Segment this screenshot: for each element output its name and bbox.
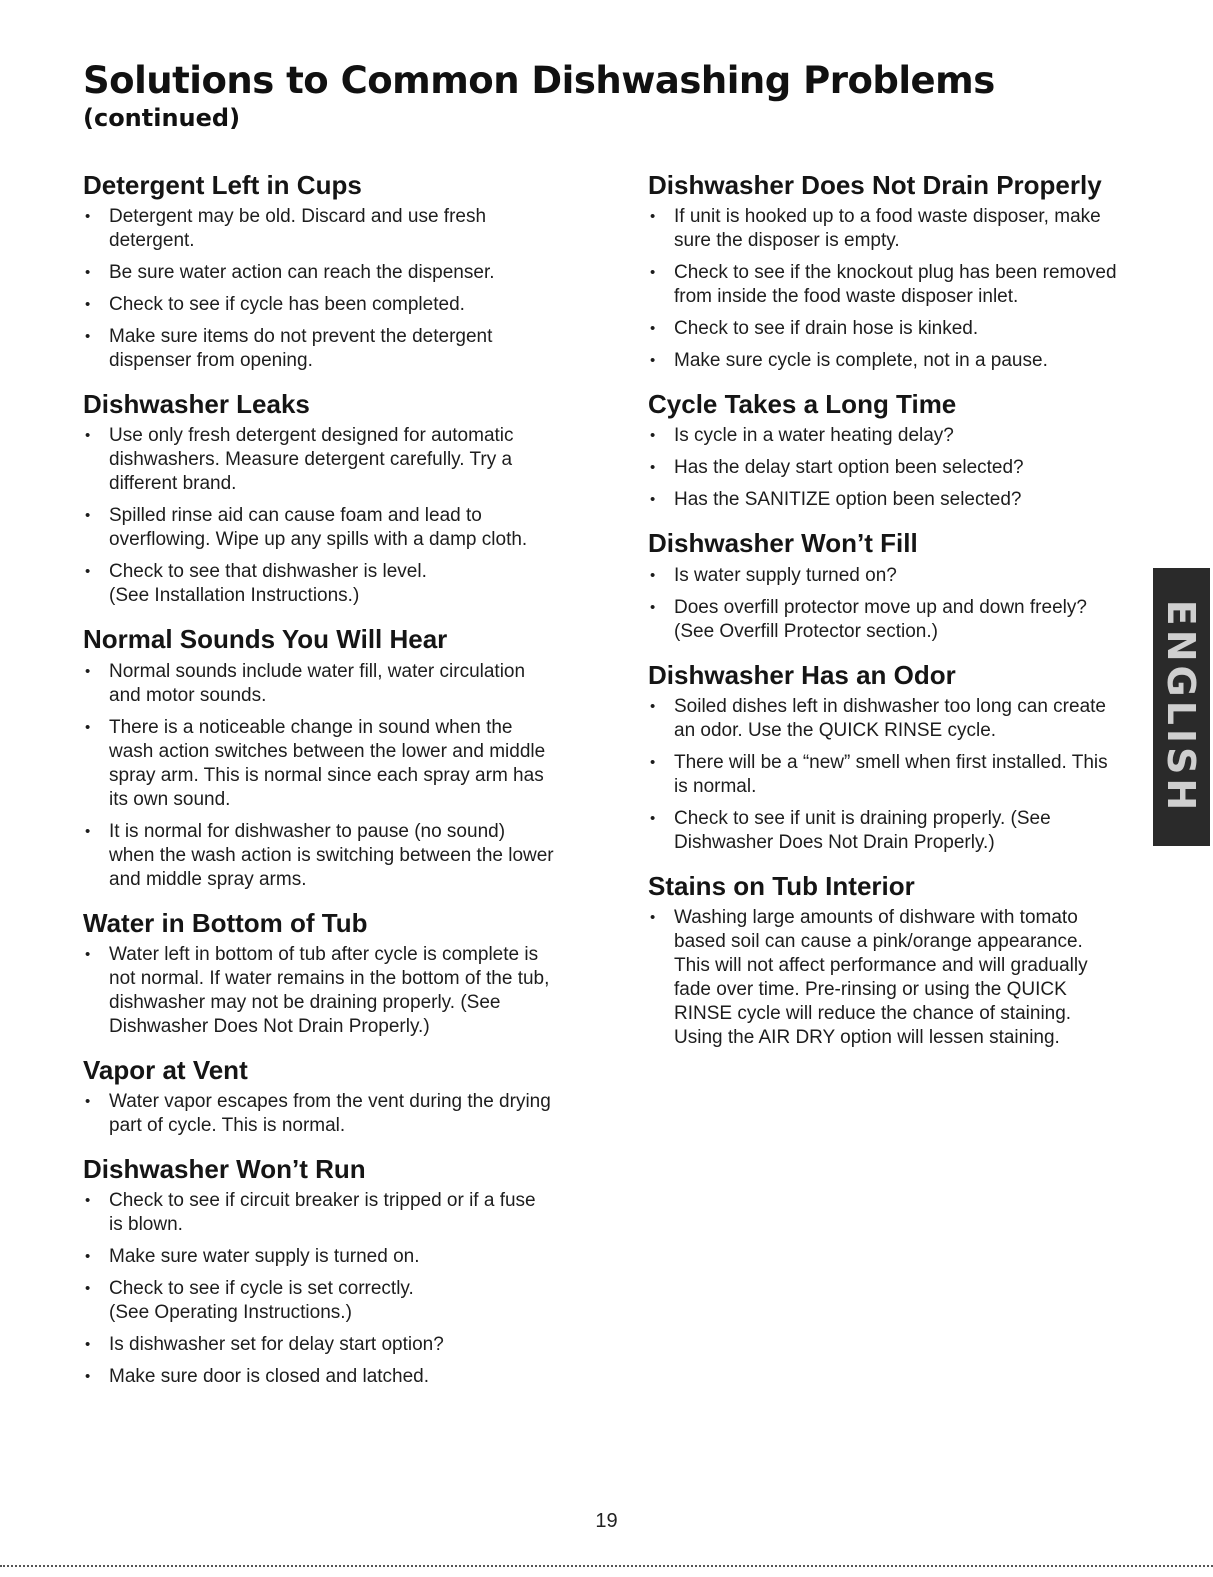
solution-item: [83, 293, 583, 317]
section-heading: Normal Sounds You Will Hear: [83, 624, 448, 655]
problem-section: [83, 389, 583, 608]
solution-item: [648, 488, 1148, 512]
solution-text-line: dispenser from opening.: [109, 350, 313, 372]
solution-text-line: wash action switches between the lower and middle: [109, 740, 546, 762]
solution-text-line: and motor sounds.: [109, 684, 267, 706]
solution-text-line: dishwasher may not be draining properly. (See: [109, 991, 501, 1013]
solution-text-line: • Make sure items do not prevent the detergent: [109, 326, 493, 348]
solution-item: [83, 424, 583, 496]
solution-item: [648, 807, 1148, 855]
solution-text-line: its own sound.: [109, 788, 231, 810]
page-title: Solutions to Common Dishwashing Problems: [83, 59, 995, 102]
solution-text-line: • Check to see if the knockout plug has been removed: [674, 262, 1117, 284]
solution-text-line: • Check to see if cycle has been completed.: [109, 294, 465, 316]
solution-item: [83, 560, 583, 608]
solution-list: [83, 424, 583, 608]
solution-item: [83, 1245, 583, 1269]
solution-text-line: an odor. Use the QUICK RINSE cycle.: [674, 719, 997, 741]
problem-section: [648, 528, 1148, 643]
left-column: [83, 170, 583, 1405]
page-number: 19: [595, 1510, 618, 1532]
solution-list: [83, 205, 583, 373]
solution-item: [83, 205, 583, 253]
solution-text-line: based soil can cause a pink/orange appearance.: [674, 930, 1083, 952]
solution-text-line: • Make sure door is closed and latched.: [109, 1366, 430, 1388]
solution-text-line: • Use only fresh detergent designed for automatic: [109, 425, 514, 447]
solution-text-line: Dishwasher Does Not Drain Properly.): [109, 1015, 430, 1037]
solution-text-line: • Has the SANITIZE option been selected?: [674, 489, 1022, 511]
solution-list: [83, 943, 583, 1039]
solution-text-line: part of cycle. This is normal.: [109, 1114, 346, 1136]
solution-item: [648, 261, 1148, 309]
section-heading: Dishwasher Has an Odor: [648, 659, 956, 690]
section-heading: Detergent Left in Cups: [83, 170, 362, 200]
problem-section: [648, 871, 1148, 1050]
language-tab-label: ENGLISH: [1159, 599, 1204, 815]
solution-list: [83, 660, 583, 892]
solution-text-line: • Check to see if circuit breaker is tripped or if a fuse: [109, 1190, 536, 1212]
solution-item: [648, 317, 1148, 341]
solution-item: [83, 261, 583, 285]
solution-item: [648, 596, 1148, 644]
solution-item: [83, 325, 583, 373]
section-heading: Dishwasher Leaks: [83, 389, 310, 420]
solution-text-line: • Soiled dishes left in dishwasher too long can create: [674, 695, 1106, 717]
solution-item: [648, 906, 1148, 1050]
section-heading: Water in Bottom of Tub: [83, 907, 368, 938]
solution-text-line: • Is water supply turned on?: [674, 564, 897, 586]
solution-text-line: is normal.: [674, 775, 757, 797]
right-column: [648, 170, 1148, 1066]
solution-text-line: detergent.: [109, 230, 195, 252]
solution-list: [648, 564, 1148, 644]
solution-list: [83, 1090, 583, 1138]
solution-item: [648, 205, 1148, 253]
section-heading: Dishwasher Won’t Fill: [648, 528, 918, 559]
solution-item: [648, 564, 1148, 588]
solution-text-line: • Be sure water action can reach the dispenser.: [109, 262, 495, 284]
problem-section: [83, 624, 583, 891]
solution-text-line: • Water left in bottom of tub after cycle is complete is: [109, 943, 539, 965]
solution-text-line: • There is a noticeable change in sound when the: [109, 716, 513, 738]
solution-text-line: • Detergent may be old. Discard and use fresh: [109, 206, 487, 228]
solution-text-line: • There will be a “new” smell when first installed. This: [674, 751, 1108, 773]
solution-item: [648, 695, 1148, 743]
solution-text-line: not normal. If water remains in the bottom of the tub,: [109, 967, 550, 989]
solution-text-line: • Check to see if drain hose is kinked.: [674, 318, 979, 340]
problem-section: [83, 1055, 583, 1138]
section-heading: Dishwasher Does Not Drain Properly: [648, 170, 1102, 200]
solution-text-line: Using the AIR DRY option will lessen staining.: [674, 1026, 1060, 1048]
problem-section: [648, 660, 1148, 855]
solution-text-line: This will not affect performance and will gradually: [674, 954, 1088, 976]
solution-text-line: fade over time. Pre-rinsing or using the QUICK: [674, 978, 1067, 1000]
problem-section: [83, 170, 583, 373]
solution-item: [83, 1090, 583, 1138]
solution-item: [648, 751, 1148, 799]
solution-text-line: and middle spray arms.: [109, 868, 307, 890]
solution-text-line: different brand.: [109, 473, 237, 495]
solution-text-line: • Make sure cycle is complete, not in a pause.: [674, 350, 1048, 372]
problem-section: [83, 1154, 583, 1389]
solution-text-line: • Is cycle in a water heating delay?: [674, 425, 954, 447]
solution-text-line: when the wash action is switching between the lower: [109, 844, 554, 866]
solution-item: [83, 1277, 583, 1325]
solution-text-line: (See Operating Instructions.): [109, 1302, 352, 1324]
solution-item: [83, 1333, 583, 1357]
solution-text-line: Dishwasher Does Not Drain Properly.): [674, 831, 995, 853]
solution-item: [83, 504, 583, 552]
solution-text-line: • Washing large amounts of dishware with tomato: [674, 906, 1078, 928]
solution-text-line: • Does overfill protector move up and down freely?: [674, 596, 1087, 618]
solution-item: [648, 424, 1148, 448]
solution-item: [648, 456, 1148, 480]
section-heading: Stains on Tub Interior: [648, 870, 915, 901]
solution-text-line: • Is dishwasher set for delay start option?: [109, 1334, 444, 1356]
solution-text-line: sure the disposer is empty.: [674, 230, 900, 252]
solution-item: [83, 943, 583, 1039]
solution-text-line: • Spilled rinse aid can cause foam and lead to: [109, 505, 482, 527]
solution-item: [83, 716, 583, 812]
solution-text-line: overflowing. Wipe up any spills with a damp cloth.: [109, 529, 528, 551]
solution-item: [83, 1365, 583, 1389]
solution-list: [83, 1189, 583, 1389]
solution-text-line: • It is normal for dishwasher to pause (no sound): [109, 820, 506, 842]
solution-text-line: (See Installation Instructions.): [109, 585, 360, 607]
solution-text-line: • Check to see if cycle is set correctly.: [109, 1278, 414, 1300]
page-subtitle: (continued): [83, 104, 241, 132]
solution-text-line: is blown.: [109, 1214, 183, 1236]
solution-text-line: • Check to see that dishwasher is level.: [109, 561, 427, 583]
solution-item: [83, 660, 583, 708]
solution-text-line: • Make sure water supply is turned on.: [109, 1246, 420, 1268]
section-heading: Vapor at Vent: [83, 1054, 248, 1085]
language-side-tab: [1153, 568, 1210, 846]
bottom-divider: [0, 1565, 1213, 1567]
solution-text-line: (See Overfill Protector section.): [674, 620, 938, 642]
problem-section: [648, 389, 1148, 512]
problem-section: [83, 908, 583, 1039]
solution-list: [648, 205, 1148, 373]
solution-item: [83, 820, 583, 892]
solution-text-line: spray arm. This is normal since each spray arm has: [109, 764, 544, 786]
solution-text-line: • If unit is hooked up to a food waste disposer, make: [674, 206, 1101, 228]
solution-item: [83, 1189, 583, 1237]
solution-text-line: dishwashers. Measure detergent carefully. Try a: [109, 449, 513, 471]
solution-text-line: • Water vapor escapes from the vent during the drying: [109, 1090, 551, 1112]
solution-list: [648, 906, 1148, 1050]
solution-text-line: RINSE cycle will reduce the chance of staining.: [674, 1002, 1072, 1024]
solution-item: [648, 349, 1148, 373]
solution-text-line: • Normal sounds include water fill, water circulation: [109, 660, 526, 682]
solution-list: [648, 695, 1148, 855]
section-heading: Dishwasher Won’t Run: [83, 1153, 366, 1184]
solution-text-line: • Has the delay start option been selected?: [674, 457, 1024, 479]
problem-section: [648, 170, 1148, 373]
solution-text-line: from inside the food waste disposer inlet.: [674, 286, 1019, 308]
solution-text-line: • Check to see if unit is draining properly. (See: [674, 807, 1051, 829]
section-heading: Cycle Takes a Long Time: [648, 389, 957, 420]
solution-list: [648, 424, 1148, 512]
